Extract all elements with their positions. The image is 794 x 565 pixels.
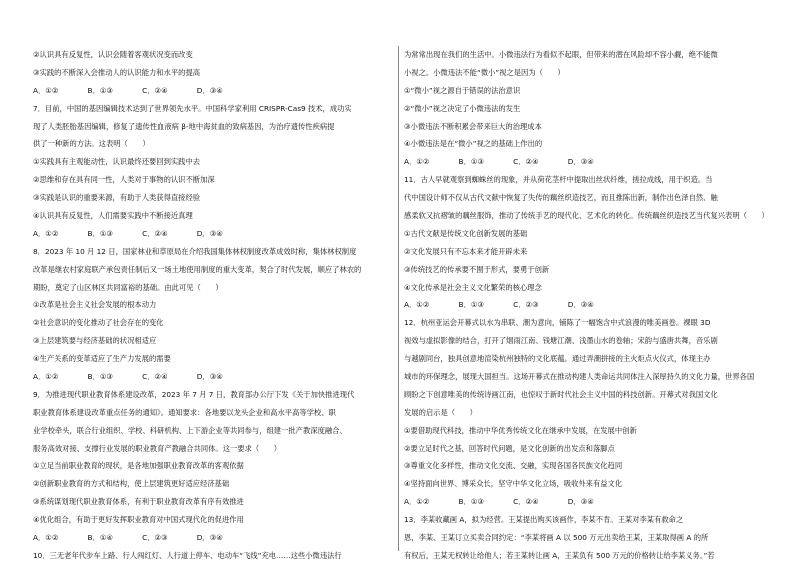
right-text-line: ②“微小”视之决定了小微违法的发生 bbox=[404, 103, 521, 113]
right-text-line: 恩，李某、王某订立买卖合同约定：“李某将画 A 以 500 万元出卖给王某，王某取得画 A 的所 bbox=[404, 533, 709, 543]
left-text-line: 8．2023 年 10 月 12 日，国家林业和草原局在介绍我国集体林权制度改革成效时称，集体林权制度 bbox=[33, 246, 357, 256]
right-text-line: ④小微违法是在“微小”视之的基础上作出的 bbox=[404, 139, 543, 149]
right-text-line: 与越剧同台，独具创意地渲染杭州独特的文化底蕴。通过弄潮拼接的主火炬点火仪式，体现主办 bbox=[404, 354, 711, 364]
left-text-line: ②认识具有反复性，认识会随着客观状况变而改变 bbox=[33, 50, 193, 59]
left-text-line: A．①② B．①③ C．②④ D．③④ bbox=[33, 228, 223, 238]
left-text-line: ④优化组合，有助于更好发挥职业教育对中国式现代化的促进作用 bbox=[33, 515, 244, 525]
left-text-line: 供了一种新的方法。这表明（ ） bbox=[33, 139, 150, 149]
right-text-line: ①“微小”视之源自于错误的法治意识 bbox=[404, 85, 521, 95]
left-text-line: 9．为推进现代职业教育体系建设改革，2023 年 7 月 7 日，教育部办公厅下发《关于加快推进现代 bbox=[33, 389, 355, 399]
right-text-line: ①古代文献是传统文化创新发展的基础 bbox=[404, 228, 528, 238]
column-divider bbox=[398, 46, 399, 551]
right-text-line: 发展的启示是（ ） bbox=[404, 407, 477, 417]
left-text-line: A．①② B．①③ C．②④ D．③④ bbox=[33, 372, 223, 382]
left-text-line: ②社会意识的变化推动了社会存在的变化 bbox=[33, 318, 164, 328]
right-text-line: 13．李某收藏画 A，拟为经营。王某提出购买该画作，李某不肯。王某对李某有救命之 bbox=[404, 515, 684, 525]
left-text-line: ②思维和存在具有同一性，人类对于事物的认识不断加深 bbox=[33, 175, 215, 185]
right-text-line: ①要借助现代科技，推动中华优秀传统文化在继承中发展，在发展中创新 bbox=[404, 425, 637, 435]
right-text-line: 城市的环保理念，展现大国担当。这场开幕式在推动构建人类命运共同体注入深厚持久的文化力量，世界各国 bbox=[404, 372, 755, 382]
left-text-line: 服务高效对接、支撑行业发展的职业教育产教融合共同体。这一要求（ ） bbox=[33, 443, 282, 453]
left-text-line: ③实践是认识的重要来源，有助于人类获得直接经验 bbox=[33, 193, 201, 203]
left-text-line: ③上层建筑要与经济基础的状况相适应 bbox=[33, 336, 157, 346]
left-text-line: ①改革是社会主义社会发展的根本动力 bbox=[33, 300, 157, 310]
left-text-line: 改革是继农村家庭联产承包责任制后又一场土地使用制度的重大变革，契合了时代发展，顺应了林农的 bbox=[33, 264, 362, 274]
right-text-line: ③小微违法不断积累会带来巨大的治理成本 bbox=[404, 121, 542, 131]
left-text-line: 期盼，奠定了山区林区共同富裕的基础。由此可见（ ） bbox=[33, 282, 223, 292]
left-text-line: 职业教育体系建设改革重点任务的通知》。通知要求：各地要以龙头企业和高水平高等学校、职 bbox=[33, 407, 336, 417]
right-text-line: A．①② B．①③ C．②④ D．③④ bbox=[404, 157, 594, 167]
left-text-line: ③实践的不断深入会推动人的认识能力和水平的提高 bbox=[33, 67, 201, 77]
right-text-line: ④坚持面向世界、博采众长，坚守中华文化立场，吸收外来有益文化 bbox=[404, 479, 623, 489]
right-text-line: 视效与虚拟影像的结合，打开了烟雨江南、钱塘江潮、浅墨山水的卷轴；宋韵与盛唐共舞，音乐剧 bbox=[404, 336, 718, 346]
left-text-line: A．①② B．①③ C．②④ D．③④ bbox=[33, 85, 223, 95]
right-text-line: ②文化发展只有不忘本来才能开辟未来 bbox=[404, 246, 528, 256]
right-text-line: 代中国设计师不仅从古代文献中恢复了失传的藕丝织造技艺，而且推陈出新，制作出色泽自然、触 bbox=[404, 193, 718, 203]
right-text-line: ③传统技艺的传承要不囿于形式，要勇于创新 bbox=[404, 264, 550, 274]
left-text-line: 7．目前，中国的基因编辑技术达到了世界领先水平。中国科学家利用 CRISPR-Cas9 技术，成功实 bbox=[33, 103, 352, 113]
right-text-line: 12．杭州亚运会开幕式以水为串联、潮为意向，铺陈了一幅饱含中式浪漫的唯美画卷。裸眼 3D bbox=[404, 318, 711, 328]
left-column bbox=[33, 46, 401, 565]
right-text-line: 小视之。小微违法不能“微小”视之是因为（ ） bbox=[404, 67, 565, 77]
left-text-line: ①立足当前职业教育的现状，是各地加强职业教育改革的客观依据 bbox=[33, 461, 244, 471]
right-text-line: A．①② B．①③ C．②③ D．③④ bbox=[404, 300, 594, 310]
right-text-line: 为常常出现在我们的生活中。小微违法行为看似不起眼，但带来的潜在风险却不容小觑，绝不能微 bbox=[404, 50, 718, 59]
left-text-line: 现了人类胚胎基因编辑，修复了遗传性血液病 β-地中海贫血的致病基因，为治疗遗传性疾病提 bbox=[33, 121, 335, 131]
left-text-line: ②创新职业教育的方式和结构，使上层建筑更好适应经济基础 bbox=[33, 479, 230, 489]
right-text-line: 感柔软又抗褶皱的藕丝服饰，推动了传统手艺的现代化、艺术化的转化。传统藕丝织造技艺当代复兴表明（ ） bbox=[404, 211, 769, 221]
left-text-line: ④生产关系的变革适应了生产力发展的需要 bbox=[33, 354, 171, 364]
right-text-line: ③尊重文化多样性，推动文化交流、交融，实现各国各民族文化趋同 bbox=[404, 461, 623, 471]
right-text-line: ④文化传承是社会主义文化繁荣的核心理念 bbox=[404, 282, 542, 292]
right-text-line: 有权后，王某无权转让给他人；若王某转让画 A，王某负有 500 万元的价格转让给李某义务。”若 bbox=[404, 550, 715, 560]
right-text-line: 11．古人早就观察到蜘蛛丝的现象，并从荷花茎杆中提取出丝状纤维，搓拉成线，用于织造。当 bbox=[404, 175, 713, 185]
right-column bbox=[404, 46, 772, 565]
right-text-line: A．①② B．①③ C．②④ D．③④ bbox=[404, 497, 594, 507]
right-text-line: ②要立足时代之基，回答时代问题，是文化创新的出发点和落脚点 bbox=[404, 443, 615, 453]
left-text-line: 业学校牵头，联合行业组织、学校、科研机构、上下游企业等共同参与，组建一批产教深度融合、 bbox=[33, 425, 347, 435]
left-text-line: A．①② B．①④ C．②③ D．③④ bbox=[33, 533, 223, 543]
left-text-line: 10．三无老年代步车上路、行人闯红灯、人行道上停车、电动车“飞线”充电……这些小微违法行 bbox=[33, 550, 342, 560]
left-text-line: ③系统谋划现代职业教育体系，有利于职业教育改革有序有效推进 bbox=[33, 497, 244, 507]
right-text-line: 顾盼之下创意唯美的传统诗画江南，也惊叹于新时代社会主义中国的科技创新。开幕式对我国文化 bbox=[404, 389, 718, 399]
left-text-line: ①实践具有主观能动性，认识最终还要回到实践中去 bbox=[33, 157, 201, 167]
left-text-line: ④认识具有反复性，人们需要实践中不断接近真理 bbox=[33, 211, 193, 221]
